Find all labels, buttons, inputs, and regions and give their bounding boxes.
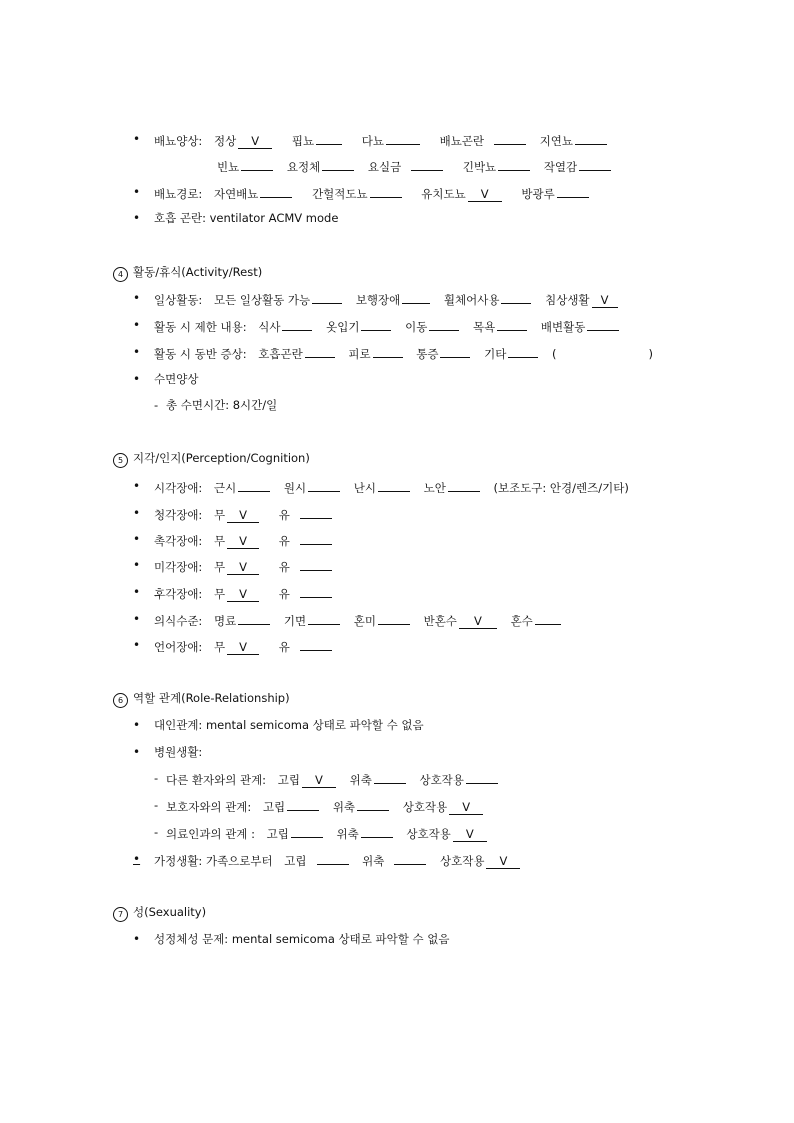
consciousness-line: 의식수준: 명료 기면 혼미 반혼수 V 혼수 <box>154 611 563 627</box>
breathing-line: 호흡 곤란: ventilator ACMV mode <box>154 211 339 225</box>
activity-limits-line: 활동 시 제한 내용: 식사 옷입기 이동 목욕 배변활동 <box>154 317 621 333</box>
family-life-line: 가정생활: 가족으로부터 고립 위축 상호작용 V <box>154 851 522 867</box>
bullet-icon: • <box>133 612 141 626</box>
dash-icon: - <box>154 798 159 812</box>
vision-line: 시각장애: 근시 원시 난시 노안 (보조도구: 안경/렌즈/기타) <box>154 478 629 494</box>
bullet-icon: • <box>133 745 141 759</box>
bullet-icon: • <box>133 532 141 546</box>
bullet-icon: • <box>133 932 141 946</box>
check-mark: V <box>238 135 272 149</box>
smell-line: 후각장애: 무 V 유 <box>154 584 334 600</box>
dash-icon: - <box>154 825 159 839</box>
activity-symptoms-line: 활동 시 동반 증상: 호흡곤란 피로 통증 기타 ( ) <box>154 344 653 360</box>
staff-line: 의료인과의 관계 : 고립 위축 상호작용 V <box>166 824 489 840</box>
section-heading-perception: 5 지각/인지(Perception/Cognition) <box>113 450 310 468</box>
sleep-total: 총 수면시간: 8시간/일 <box>166 398 278 412</box>
circled-number-icon: 6 <box>113 693 128 708</box>
circled-number-icon: 5 <box>113 453 128 468</box>
section-heading-activity: 4 활동/휴식(Activity/Rest) <box>113 264 262 282</box>
circled-number-icon: 4 <box>113 267 128 282</box>
guardian-line: 보호자와의 관계: 고립 위축 상호작용 V <box>166 797 485 813</box>
check-mark: V <box>449 801 483 815</box>
check-mark: V <box>227 641 259 655</box>
check-mark: V <box>227 535 259 549</box>
interpersonal-line: 대인관계: mental semicoma 상태로 파악할 수 없음 <box>154 718 424 732</box>
bullet-icon: • <box>133 318 141 332</box>
dash-icon: - <box>154 398 159 412</box>
bullet-icon: • <box>133 718 141 732</box>
urination-pattern-line: 배뇨양상: 정상 V 핍뇨 다뇨 배뇨곤란 지연뇨 <box>154 131 609 147</box>
other-patients-line: 다른 환자와의 관계: 고립 V 위축 상호작용 <box>166 770 500 786</box>
bullet-icon: • <box>133 558 141 572</box>
daily-activity-line: 일상활동: 모든 일상활동 가능 보행장애 휠체어사용 침상생활 V <box>154 290 620 306</box>
touch-line: 촉각장애: 무 V 유 <box>154 531 334 547</box>
bullet-icon: • <box>133 132 141 146</box>
bullet-icon: • <box>133 345 141 359</box>
check-mark: V <box>227 509 259 523</box>
section-heading-sexuality: 7 성(Sexuality) <box>113 904 206 922</box>
check-mark: V <box>468 188 502 202</box>
check-mark: V <box>302 774 336 788</box>
check-mark: V <box>486 855 520 869</box>
urination-route-line: 배뇨경로: 자연배뇨 간헐적도뇨 유치도뇨 V 방광루 <box>154 184 591 200</box>
bullet-icon: • <box>133 852 141 866</box>
check-mark: V <box>592 294 618 308</box>
section-heading-role: 6 역할 관계(Role-Relationship) <box>113 690 290 708</box>
bullet-icon: • <box>133 372 141 386</box>
label: 배뇨양상: <box>154 134 203 148</box>
bullet-icon: • <box>133 185 141 199</box>
hearing-line: 청각장애: 무 V 유 <box>154 505 334 521</box>
urination-pattern-line-2: 빈뇨 요정체 요실금 긴박뇨 작열감 <box>217 157 613 173</box>
bullet-icon: • <box>133 638 141 652</box>
bullet-icon: • <box>133 291 141 305</box>
bullet-icon: • <box>133 211 141 225</box>
sleep-label: 수면양상 <box>154 372 199 386</box>
check-mark: V <box>227 588 259 602</box>
bullet-icon: • <box>133 479 141 493</box>
dash-icon: - <box>154 771 159 785</box>
bullet-icon: • <box>133 585 141 599</box>
check-mark: V <box>453 828 487 842</box>
taste-line: 미각장애: 무 V 유 <box>154 557 334 573</box>
circled-number-icon: 7 <box>113 907 128 922</box>
hospital-life-label: 병원생활: <box>154 745 203 759</box>
check-mark: V <box>227 561 259 575</box>
speech-line: 언어장애: 무 V 유 <box>154 637 334 653</box>
check-mark: V <box>459 615 497 629</box>
bullet-icon: • <box>133 506 141 520</box>
sexual-identity-line: 성정체성 문제: mental semicoma 상태로 파악할 수 없음 <box>154 932 450 946</box>
